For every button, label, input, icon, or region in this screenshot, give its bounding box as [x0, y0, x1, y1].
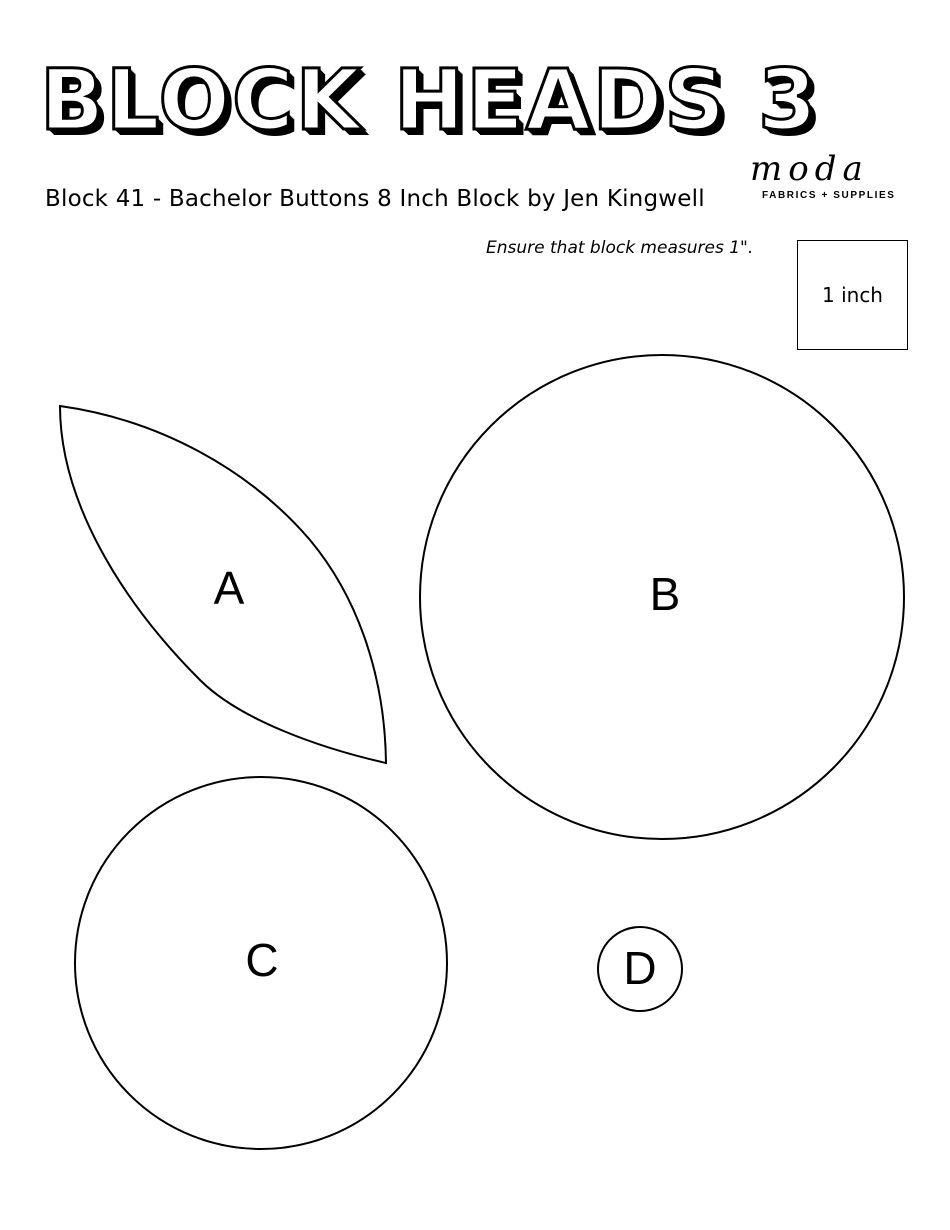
piece-c-label: C	[245, 934, 279, 986]
piece-c	[75, 777, 447, 1149]
piece-b	[420, 355, 904, 839]
piece-d-label: D	[623, 942, 657, 994]
piece-b-label: B	[649, 568, 681, 620]
block-subtitle: Block 41 - Bachelor Buttons 8 Inch Block by Jen Kingwell	[45, 186, 705, 212]
piece-a	[60, 406, 386, 763]
logo-wordmark: moda	[750, 149, 869, 189]
scale-instruction: Ensure that block measures 1".	[486, 238, 754, 258]
logo-tagline: FABRICS + SUPPLIES	[762, 190, 896, 201]
piece-a-label: A	[213, 562, 245, 614]
page-title: BLOCK HEADS 3	[40, 51, 819, 149]
test-square-label: 1 inch	[822, 283, 883, 307]
piece-d	[598, 927, 682, 1011]
